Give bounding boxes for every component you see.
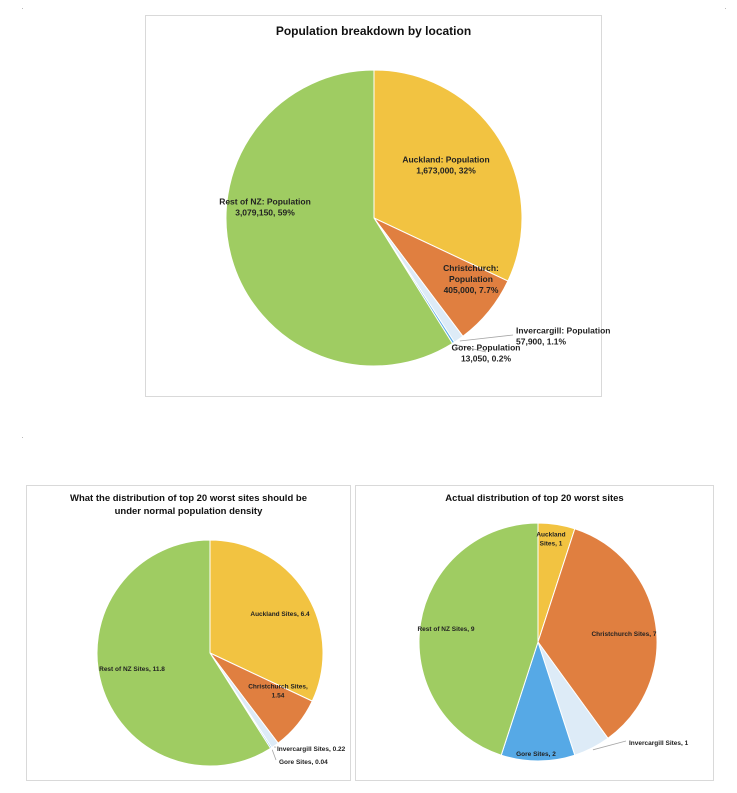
corner-mark xyxy=(22,437,23,438)
population-pie-chart xyxy=(146,16,611,398)
slice-label-christchurch: Christchurch: Population 405,000, 7.7% xyxy=(443,263,499,295)
chart-title: What the distribution of top 20 worst sites should be under normal population density xyxy=(70,493,307,517)
slice-label-auckland: Auckland Sites, 1 xyxy=(536,531,566,548)
chart-title: Actual distribution of top 20 worst sites xyxy=(445,493,624,504)
slice-label-auckland: Auckland: Population 1,673,000, 32% xyxy=(402,154,490,176)
expected-sites-pie-chart xyxy=(27,486,352,782)
slice-label-invercargill: Invercargill Sites, 1 xyxy=(629,740,689,747)
slice-label-invercargill: Invercargill: Population 57,900, 1.1% xyxy=(516,325,611,347)
slice-label-rest-of-nz: Rest of NZ: Population 3,079,150, 59% xyxy=(219,196,311,218)
population-chart-panel xyxy=(145,15,611,397)
leader-line xyxy=(460,335,513,341)
slice-label-invercargill: Invercargill Sites, 0.22 xyxy=(277,746,346,753)
corner-mark xyxy=(22,8,23,9)
slice-label-rest-of-nz: Rest of NZ Sites, 9 xyxy=(417,626,475,633)
slice-label-gore: Gore: Population 13,050, 0.2% xyxy=(451,342,521,364)
slice-label-auckland: Auckland Sites, 6.4 xyxy=(250,611,310,618)
slice-label-christchurch: Christchurch Sites, 7 xyxy=(591,631,657,638)
chart-title: Population breakdown by location xyxy=(275,24,472,38)
actual-sites-chart-panel xyxy=(355,485,714,781)
slice-label-christchurch: Christchurch Sites, 1.54 xyxy=(248,683,308,700)
corner-mark xyxy=(725,8,726,9)
actual-sites-pie-chart xyxy=(356,486,715,782)
leader-line xyxy=(272,750,276,760)
slice-label-gore: Gore Sites, 0.04 xyxy=(279,759,328,766)
slice-label-gore: Gore Sites, 2 xyxy=(516,751,556,758)
expected-sites-chart-panel xyxy=(26,485,351,781)
slice-label-rest-of-nz: Rest of NZ Sites, 11.8 xyxy=(99,666,165,673)
